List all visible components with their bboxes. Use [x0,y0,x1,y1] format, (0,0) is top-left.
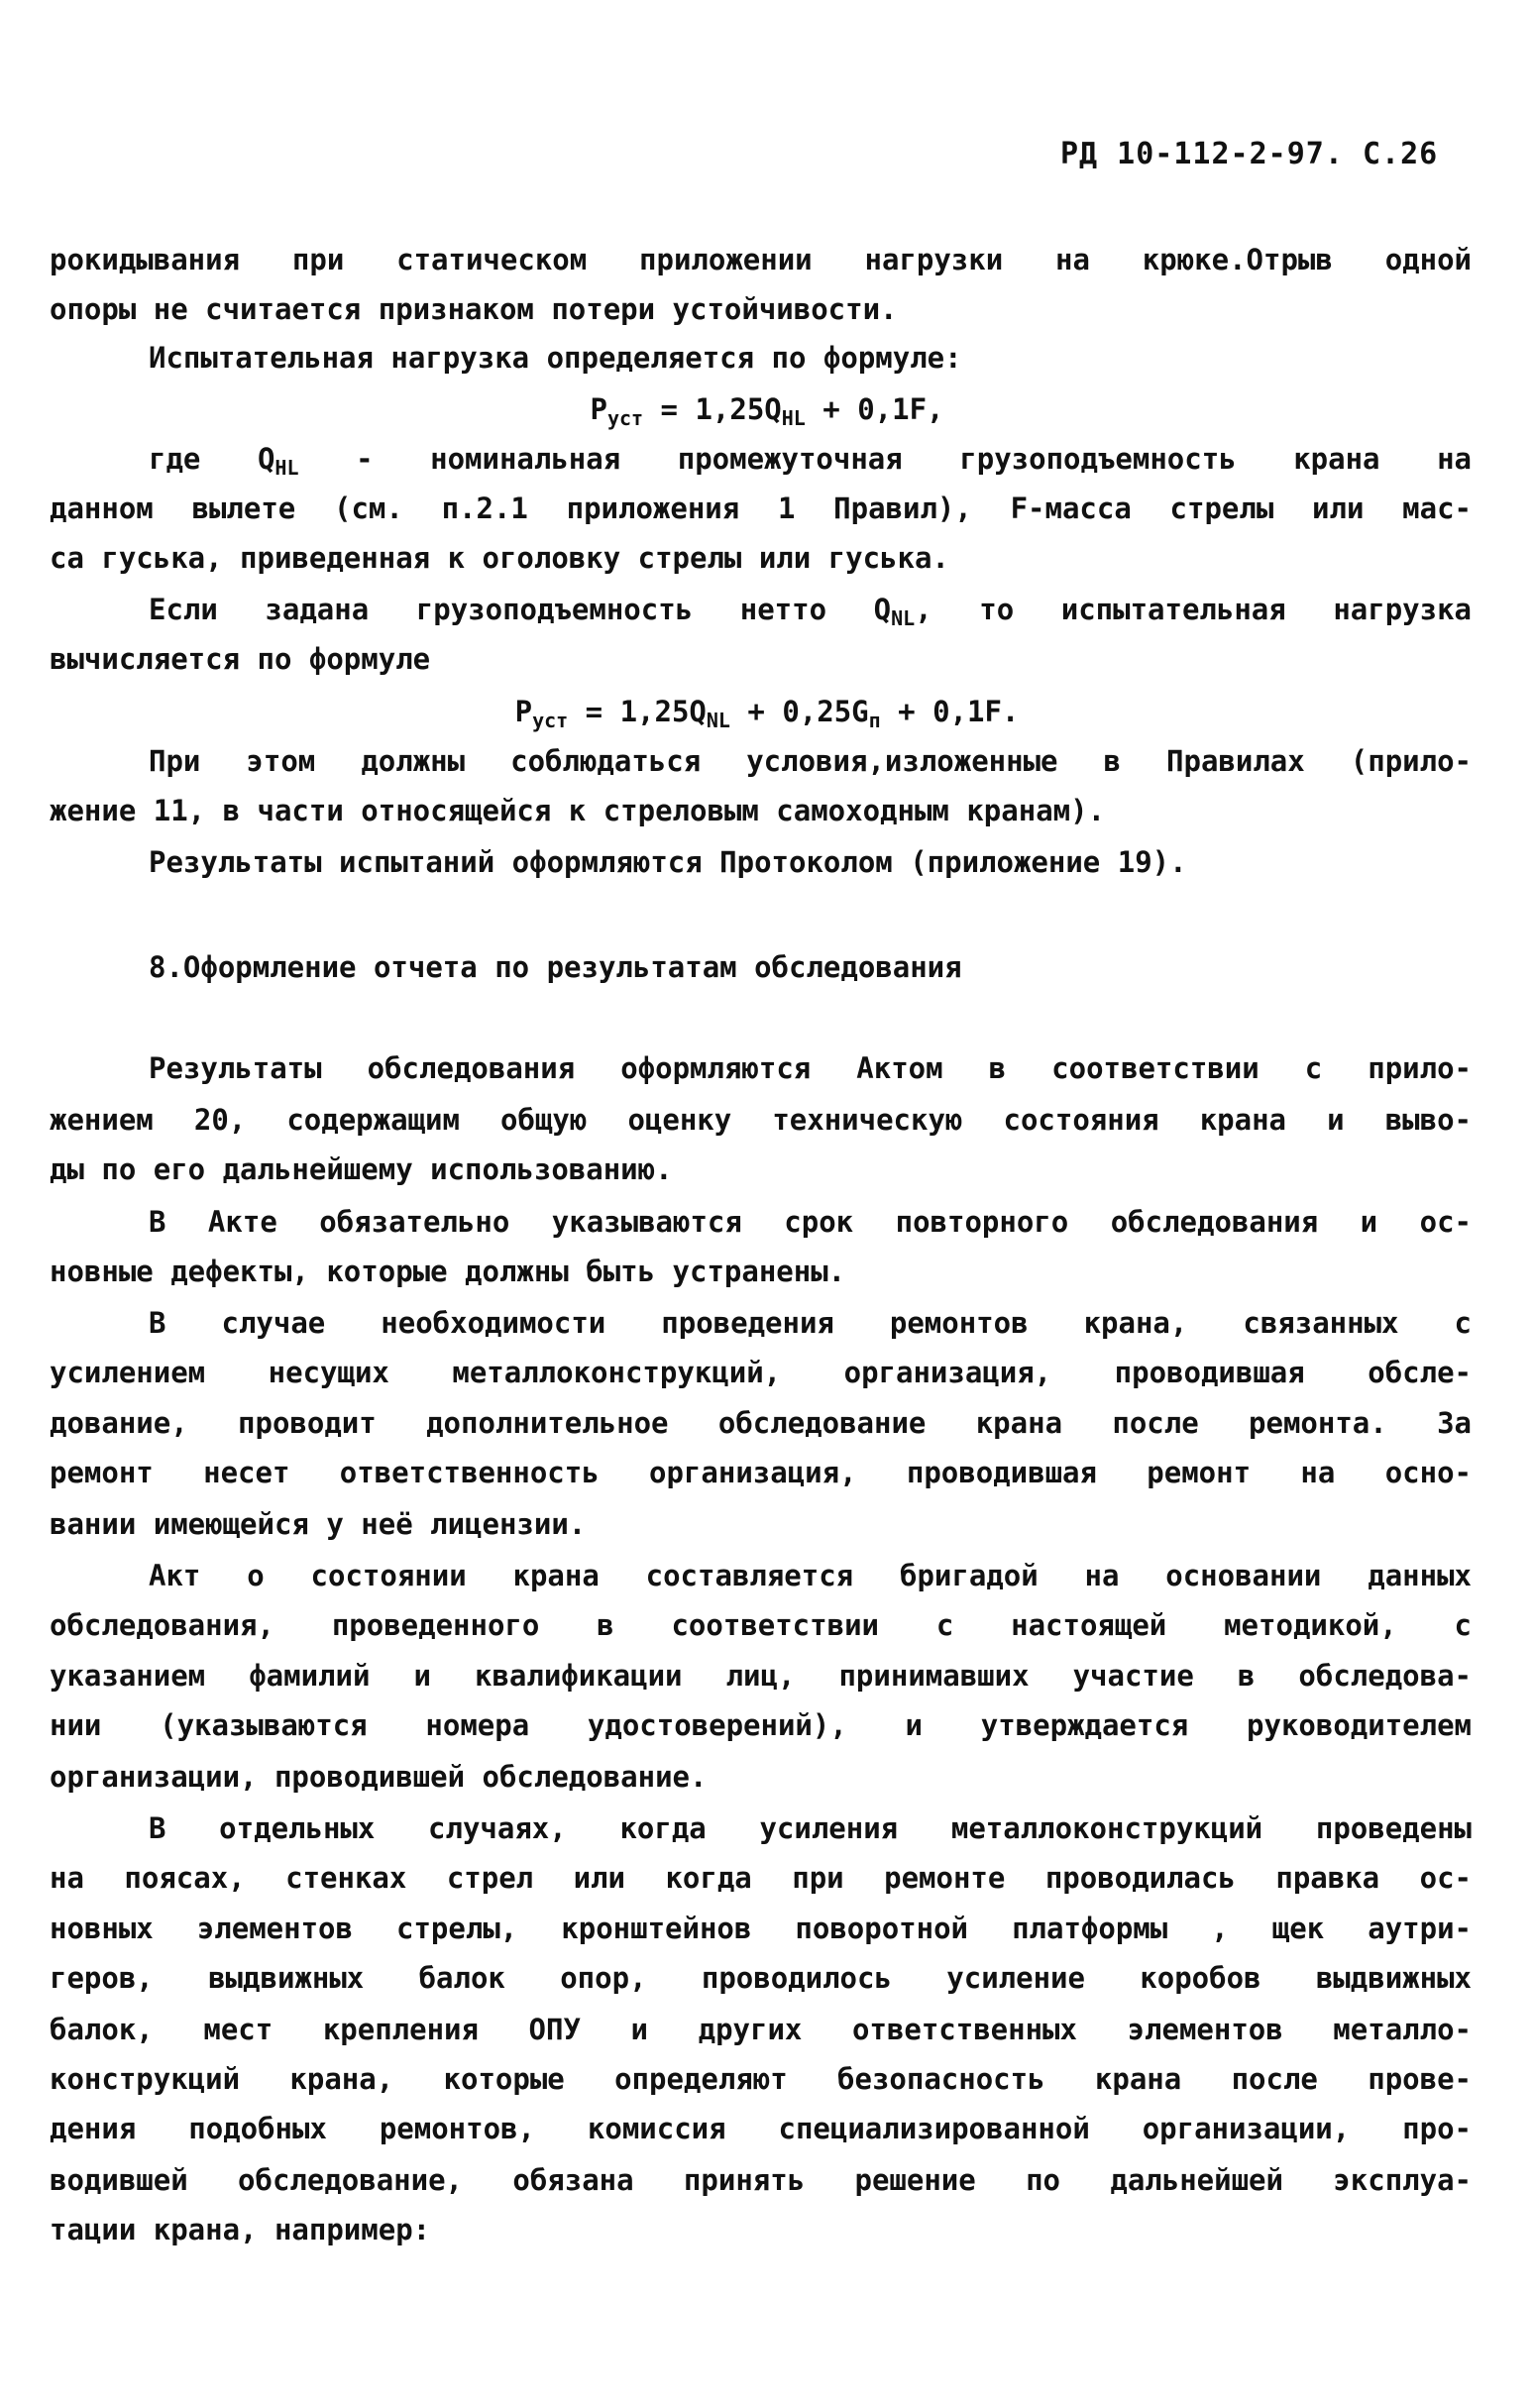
text-line: тации крана, например: [50,2213,431,2246]
text-line: водившей обследование, обязана принять решение по дальнейшей эксплуа- [50,2163,1472,2197]
text-line: В отдельных случаях, когда усиления металлоконструкций проведены [149,1811,1472,1845]
text-line: дения подобных ремонтов, комиссия специализированной организации, про- [50,2112,1472,2145]
formula-test-load-net: $P_{уст} = 1,25Q_{NL} + 0,25G_п + 0,1F$. [514,695,1020,732]
text-line: са гуська, приведенная к оголовку стрелы или гуська. [50,541,949,575]
text-line: указанием фамилий и квалификации лиц, принимавших участие в обследова- [50,1659,1472,1693]
text-line: опоры не считается признаком потери устойчивости. [50,292,898,326]
section-heading: 8.Оформление отчета по результатам обследования [149,950,962,984]
text-line: жение 11, в части относящейся к стреловым самоходным кранам). [50,794,1106,827]
text-line: вычисляется по формуле [50,642,431,676]
text-line: Результаты обследования оформляются Актом в соответствии с прило- [149,1051,1472,1085]
text-line: новных элементов стрелы, кронштейнов поворотной платформы , щек аутри- [50,1912,1472,1945]
formula-test-load: $P_{уст} = 1,25Q_{HL} + 0,1F$, [590,392,944,430]
text-line: ремонт несет ответственность организация, проводившая ремонт на осно- [50,1456,1472,1489]
text-line: балок, мест крепления ОПУ и других ответственных элементов металло- [50,2013,1472,2046]
text-line: геров, выдвижных балок опор, проводилось усиление коробов выдвижных [50,1961,1472,1995]
text-line: обследования, проведенного в соответствии с настоящей методикой, с [50,1608,1472,1642]
text-line: Результаты испытаний оформляются Протоколом (приложение 19). [149,845,1187,879]
text-line: усилением несущих металлоконструкций, организация, проводившая обсле- [50,1356,1472,1389]
text-line: конструкций крана, которые определяют безопасность крана после прове- [50,2062,1472,2096]
text-line: В случае необходимости проведения ремонтов крана, связанных с [149,1306,1472,1340]
text-line: новные дефекты, которые должны быть устранены. [50,1255,846,1288]
text-line: где $Q_{HL}$ - номинальная промежуточная грузоподъемность крана на [149,442,1472,480]
text-line: Акт о состоянии крана составляется бригадой на основании данных [149,1559,1472,1592]
document-reference-header: РД 10-112-2-97. С.26 [1060,137,1439,171]
text-line: жением 20, содержащим общую оценку техническую состояния крана и выво- [50,1103,1472,1137]
text-line: Испытательная нагрузка определяется по формуле: [149,341,962,375]
text-line: В Акте обязательно указываются срок повторного обследования и ос- [149,1205,1472,1239]
text-line: При этом должны соблюдаться условия,изложенные в Правилах (прило- [149,744,1472,778]
text-line: организации, проводившей обследование. [50,1760,708,1794]
text-line: Если задана грузоподъемность нетто $Q_{NL}$, то испытательная нагрузка [149,593,1473,630]
text-line: вании имеющейся у неё лицензии. [50,1507,587,1541]
text-line: дование, проводит дополнительное обследование крана после ремонта. За [50,1406,1472,1440]
text-line: нии (указываются номера удостоверений), и утверждается руководителем [50,1708,1472,1742]
text-line: ды по его дальнейшему использованию. [50,1152,673,1186]
text-line: рокидывания при статическом приложении нагрузки на крюке.Отрыв одной [50,243,1472,276]
text-line: на поясах, стенках стрел или когда при ремонте проводилась правка ос- [50,1861,1472,1895]
text-line: данном вылете (см. п.2.1 приложения 1 Правил), F-масса стрелы или мас- [50,492,1472,525]
